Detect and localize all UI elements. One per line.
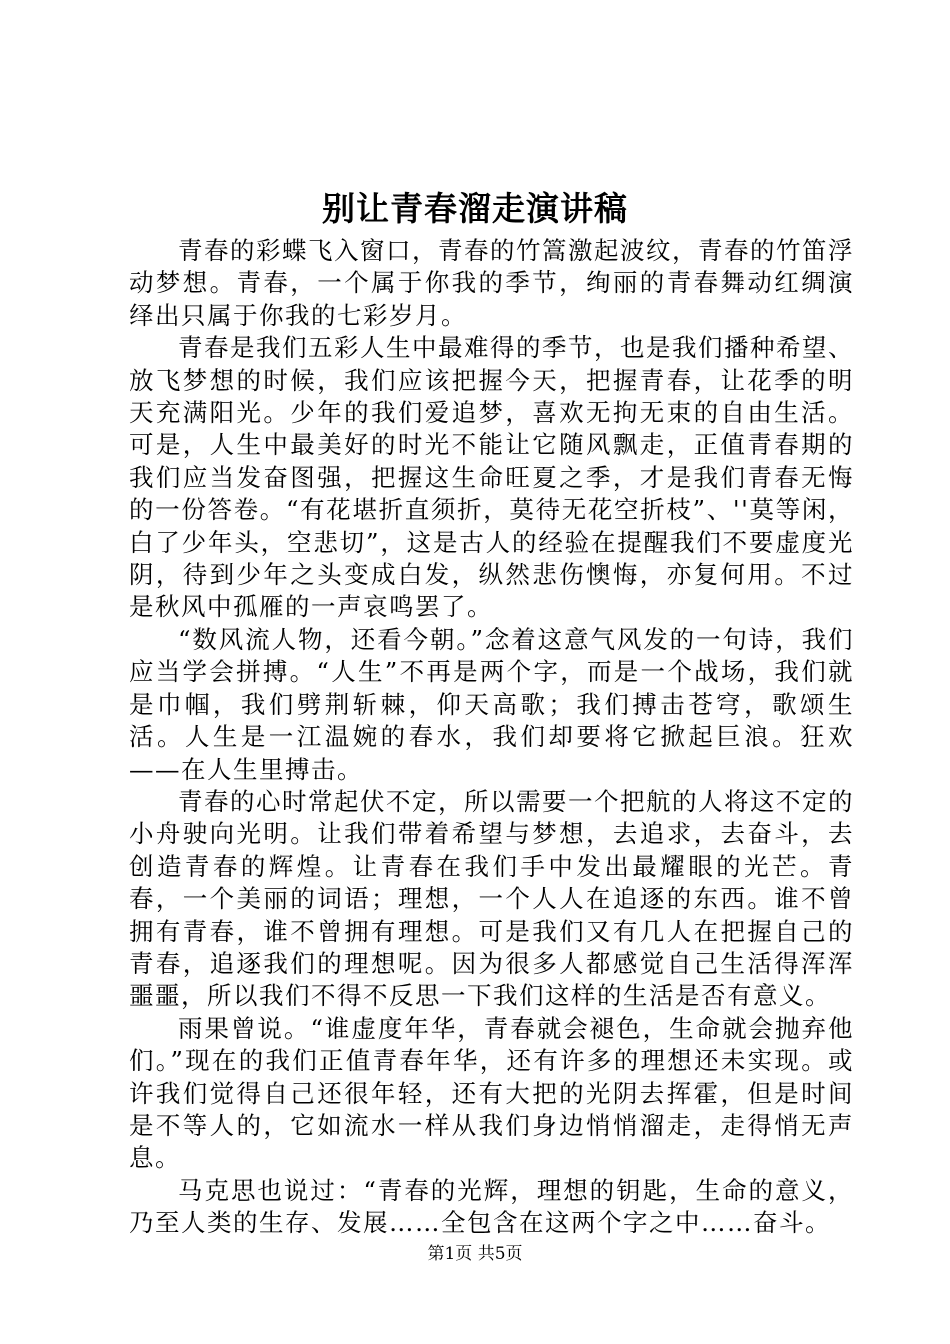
paragraph: 青春的彩蝶飞入窗口，青春的竹篙激起波纹，青春的竹笛浮动梦想。青春，一个属于你我的季节，绚丽的青春舞动红绸演绎出只属于你我的七彩岁月。: [129, 236, 854, 330]
paragraph: “数风流人物，还看今朝。”念着这意气风发的一句诗，我们应当学会拼搏。“人生”不再是两个字，而是一个战场，我们就是巾帼，我们劈荆斩棘，仰天高歌；我们搏击苍穹，歌颂生活。人生是一江温婉的春水，我们却要将它掀起巨浪。狂欢——在人生里搏击。: [129, 624, 854, 784]
page-number-footer: 第1页 共5页: [427, 1244, 523, 1264]
paragraph: 青春的心时常起伏不定，所以需要一个把航的人将这不定的小舟驶向光明。让我们带着希望与梦想，去追求，去奋斗，去创造青春的辉煌。让青春在我们手中发出最耀眼的光芒。青春，一个美丽的词语；理想，一个人人在追逐的东西。谁不曾拥有青春，谁不曾拥有理想。可是我们又有几人在把握自己的青春，追逐我们的理想呢。因为很多人都感觉自己生活得浑浑噩噩，所以我们不得不反思一下我们这样的生活是否有意义。: [129, 786, 854, 1011]
document-body: [129, 235, 854, 1240]
document-title: 别让青春溜走演讲稿: [322, 189, 628, 228]
paragraph: 青春是我们五彩人生中最难得的季节，也是我们播种希望、放飞梦想的时候，我们应该把握今天，把握青春，让花季的明天充满阳光。少年的我们爱追梦，喜欢无拘无束的自由生活。可是，人生中最美好的时光不能让它随风飘走，正值青春期的我们应当发奋图强，把握这生命旺夏之季，才是我们青春无悔的一份答卷。“有花堪折直须折，莫待无花空折枝”、''莫等闲，白了少年头，空悲切”，这是古人的经验在提醒我们不要虚度光阴，待到少年之头变成白发，纵然悲伤懊悔，亦复何用。不过是秋风中孤雁的一声哀鸣罢了。: [129, 333, 854, 622]
paragraph: 马克思也说过：“青春的光辉，理想的钥匙，生命的意义，乃至人类的生存、发展……全包含在这两个字之中……奋斗。: [129, 1175, 854, 1238]
paragraph: 雨果曾说。“谁虚度年华，青春就会褪色，生命就会抛弃他们。”现在的我们正值青春年华，还有许多的理想还未实现。或许我们觉得自己还很年轻，还有大把的光阴去挥霍，但是时间是不等人的，它如流水一样从我们身边悄悄溜走，走得悄无声息。: [129, 1013, 854, 1173]
